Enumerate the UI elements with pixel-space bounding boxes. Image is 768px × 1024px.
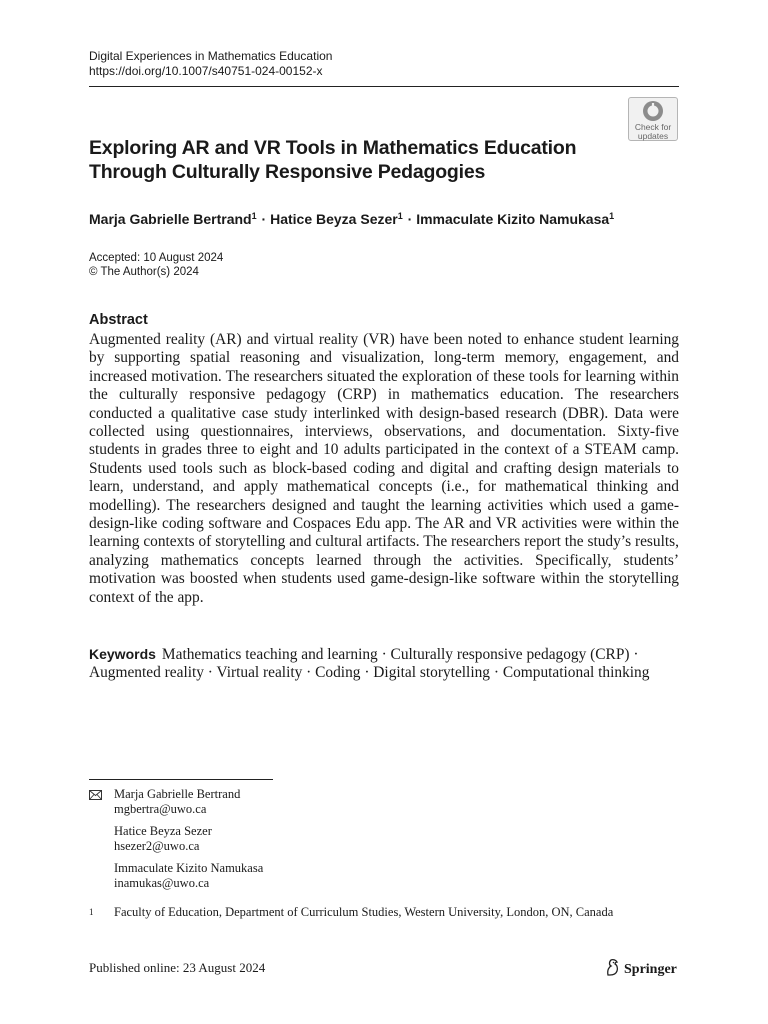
title-line-1: Exploring AR and VR Tools in Mathematics Education	[89, 137, 577, 159]
author-name[interactable]: Immaculate Kizito Namukasa	[416, 211, 610, 227]
keywords-label: Keywords	[89, 646, 156, 662]
contact-name: Hatice Beyza Sezer	[114, 824, 212, 838]
contact-email[interactable]: inamukas@uwo.ca	[114, 876, 210, 890]
author-affiliation-mark: 1	[251, 211, 257, 221]
doi-link[interactable]: https://doi.org/10.1007/s40751-024-00152-x	[89, 64, 323, 78]
published-online-date: Published online: 23 August 2024	[89, 960, 266, 975]
article-dates	[89, 251, 223, 279]
contact-name: Marja Gabrielle Bertrand	[114, 787, 241, 801]
journal-header	[89, 49, 332, 79]
affiliation-number: 1	[89, 907, 94, 917]
springer-horse-icon	[604, 958, 620, 976]
author-name[interactable]: Hatice Beyza Sezer	[270, 211, 398, 227]
check-updates-icon	[642, 100, 664, 122]
envelope-icon	[89, 790, 102, 800]
contact-name: Immaculate Kizito Namukasa	[114, 861, 264, 875]
journal-name: Digital Experiences in Mathematics Education	[89, 49, 333, 63]
contact-entry	[114, 787, 674, 817]
keywords-text: Mathematics teaching and learning · Culturally responsive pedagogy (CRP) · Augmented reality · Virtual reality · Coding · Digital storytelling · Computational thinking	[89, 646, 650, 682]
author-name[interactable]: Marja Gabrielle Bertrand	[89, 211, 252, 227]
contact-entry	[114, 861, 674, 891]
abstract-text: Augmented reality (AR) and virtual reality (VR) have been noted to enhance student learning by supporting spatial reasoning and visualization, long-term memory, engagement, and increased motivation. The researchers situated the exploration of these tools for learning within the culturally responsive pedagogy (CRP) in mathematics education. The researchers conducted a qualitative case study interlinked with design-based research (DBR). Data were collected using questionnaires, interviews, observations, and documentation. Sixty-five students in grades three to eight and 10 adults participated in the context of a STEAM camp. Students used tools such as block-based coding and digital and crafting design materials to learn, understand, and apply mathematical concepts (i.e., for mathematical thinking and modelling). The researchers designed and taught the learning activities which used a game-design-like coding software and Cospaces Edu app. The AR and VR activities were within the learning contexts of storytelling and cultural artifacts. The researchers report the study’s results, analyzing mathematics concepts learned through the activities. Specifically, students’ motivation was boosted when students used game-design-like software within the storytelling context of the app.	[89, 331, 679, 606]
contact-entry	[114, 824, 674, 854]
copyright-line: © The Author(s) 2024	[89, 266, 199, 278]
author-separator: ·	[261, 211, 267, 227]
contact-email[interactable]: mgbertra@uwo.ca	[114, 802, 207, 816]
check-updates-label: Check for updates	[634, 122, 672, 141]
springer-logo	[604, 958, 677, 979]
author-separator: ·	[407, 211, 413, 227]
author-list	[89, 207, 689, 228]
abstract-heading: Abstract	[89, 312, 148, 328]
accepted-date: Accepted: 10 August 2024	[89, 252, 224, 264]
author-affiliation-mark: 1	[609, 211, 615, 221]
keywords-section	[89, 645, 679, 683]
paper-title	[89, 136, 609, 184]
check-for-updates-badge[interactable]	[628, 97, 678, 141]
header-rule	[89, 86, 679, 87]
title-line-2: Through Culturally Responsive Pedagogies	[89, 161, 486, 183]
affiliation-text: Faculty of Education, Department of Curriculum Studies, Western University, London, ON, Canada	[114, 905, 614, 919]
contact-email[interactable]: hsezer2@uwo.ca	[114, 839, 200, 853]
publisher-name: Springer	[624, 962, 677, 977]
author-affiliation-mark: 1	[397, 211, 403, 221]
footnote-rule	[89, 779, 273, 780]
